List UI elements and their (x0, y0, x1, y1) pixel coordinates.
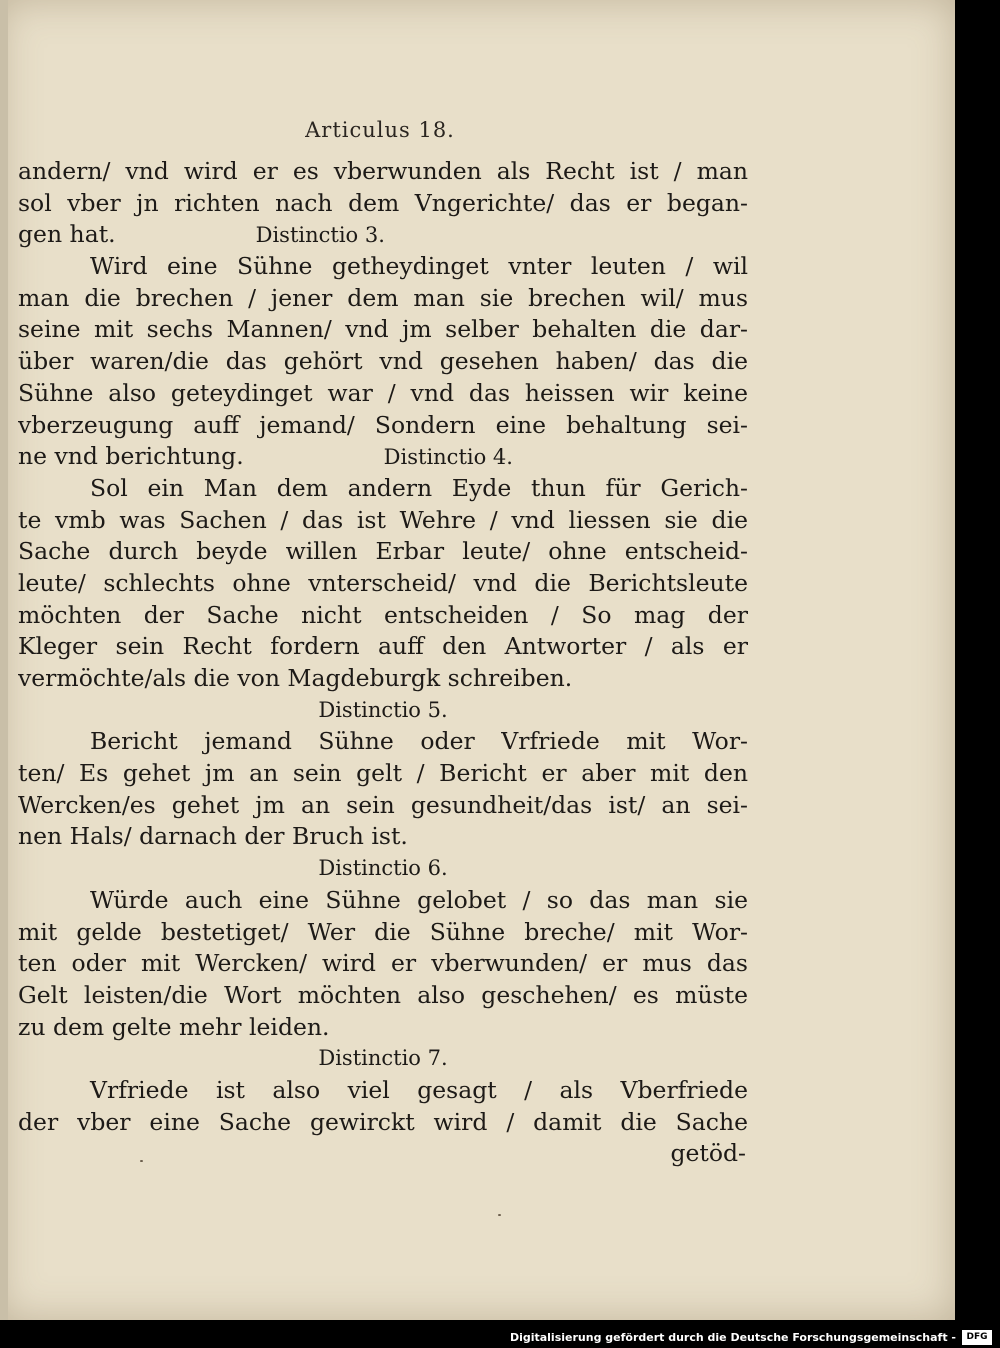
text-line (18, 441, 748, 473)
text-line (18, 948, 748, 980)
text-line (18, 885, 748, 917)
text-line (18, 156, 748, 188)
text-line (18, 505, 748, 537)
paper-speck (140, 1160, 143, 1162)
distinctio-heading (18, 695, 748, 727)
text-line (18, 600, 748, 632)
paper-speck (498, 1214, 501, 1216)
text-line (18, 410, 748, 442)
line-text: Bericht jemand Sühne oder Vrfriede mit Wor- (90, 727, 748, 756)
text-line (18, 1138, 748, 1170)
line-text: Sol ein Man dem andern Eyde thun für Gerich- (90, 473, 748, 502)
line-text: Wird eine Sühne getheydinget vnter leuten / wil (90, 252, 748, 281)
text-line (18, 1012, 748, 1044)
line-text: Distinctio 7. (318, 1046, 448, 1071)
text-line (18, 568, 748, 600)
text-line (18, 821, 748, 853)
line-text: ne vnd berichtung. (18, 442, 244, 471)
text-line (18, 283, 748, 315)
line-text: man die brechen / jener dem man sie brechen wil/ mus (18, 283, 748, 312)
line-text: seine mit sechs Mannen/ vnd jm selber behalten die dar- (18, 315, 748, 344)
line-text: andern/ vnd wird er es vberwunden als Recht ist / man (18, 157, 748, 185)
line-text: ten/ Es gehet jm an sein gelt / Bericht er aber mit den (18, 759, 748, 788)
line-text: Vrfriede ist also viel gesagt / als Vberfriede (90, 1075, 748, 1104)
page-edge (0, 0, 8, 1320)
text-line (18, 536, 748, 568)
text-line (18, 790, 748, 822)
text-block (18, 156, 748, 1170)
line-text: te vmb was Sachen / das ist Wehre / vnd liessen sie die (18, 505, 748, 534)
line-text: Sühne also geteydinget war / vnd das heissen wir keine (18, 378, 748, 407)
line-text: möchten der Sache nicht entscheiden / So mag der (18, 600, 748, 629)
text-line (18, 917, 748, 949)
line-text: leute/ schlechts ohne vnterscheid/ vnd die Berichtsleute (18, 568, 748, 597)
line-text: Gelt leisten/die Wort möchten also geschehen/ es müste (18, 980, 748, 1009)
line-text: Distinctio 5. (318, 697, 448, 722)
text-line (18, 346, 748, 378)
text-line (18, 1107, 748, 1139)
line-text: Kleger sein Recht fordern auff den Antworter / als er (18, 632, 748, 661)
text-line (18, 378, 748, 410)
text-line (18, 251, 748, 283)
footer-credit: Digitalisierung gefördert durch die Deutsche Forschungsgemeinschaft - (509, 1330, 956, 1344)
line-text: getöd- (670, 1139, 746, 1168)
text-line (18, 758, 748, 790)
text-line (18, 726, 748, 758)
text-line (18, 663, 748, 695)
text-line (18, 188, 748, 220)
line-text: Sache durch beyde willen Erbar leute/ ohne entscheid- (18, 537, 748, 566)
line-text: zu dem gelte mehr leiden. (18, 1012, 330, 1041)
line-text: über waren/die das gehört vnd gesehen haben/ das die (18, 347, 748, 376)
line-text: Distinctio 6. (318, 856, 448, 881)
line-text: mit gelde bestetiget/ Wer die Sühne breche/ mit Wor- (18, 917, 748, 946)
text-line (18, 219, 748, 251)
line-text: sol vber jn richten nach dem Vngerichte/ das er began- (18, 188, 748, 217)
line-text: Wercken/es gehet jm an sein gesundheit/das ist/ an sei- (18, 790, 748, 819)
line-text: Würde auch eine Sühne gelobet / so das man sie (90, 885, 748, 914)
line-text: der vber eine Sache gewirckt wird / damit die Sache (18, 1107, 748, 1136)
running-header: Articulus 18. (305, 118, 455, 142)
distinctio-heading: Distinctio 4. (383, 445, 513, 470)
line-text: vberzeugung auff jemand/ Sondern eine behaltung sei- (18, 410, 748, 439)
line-text: vermöchte/als die von Magdeburgk schreiben. (18, 664, 573, 692)
digitization-footer (510, 1328, 992, 1346)
text-line (18, 473, 748, 505)
dfg-logo: DFG (962, 1330, 992, 1345)
text-line (18, 1075, 748, 1107)
text-line (18, 314, 748, 346)
line-text: gen hat. (18, 220, 116, 249)
distinctio-heading (18, 1043, 748, 1075)
text-line (18, 631, 748, 663)
distinctio-heading (18, 853, 748, 885)
line-text: nen Hals/ darnach der Bruch ist. (18, 822, 408, 851)
distinctio-heading: Distinctio 3. (255, 223, 385, 248)
line-text: ten oder mit Wercken/ wird er vberwunden/ er mus das (18, 949, 748, 978)
text-line (18, 980, 748, 1012)
